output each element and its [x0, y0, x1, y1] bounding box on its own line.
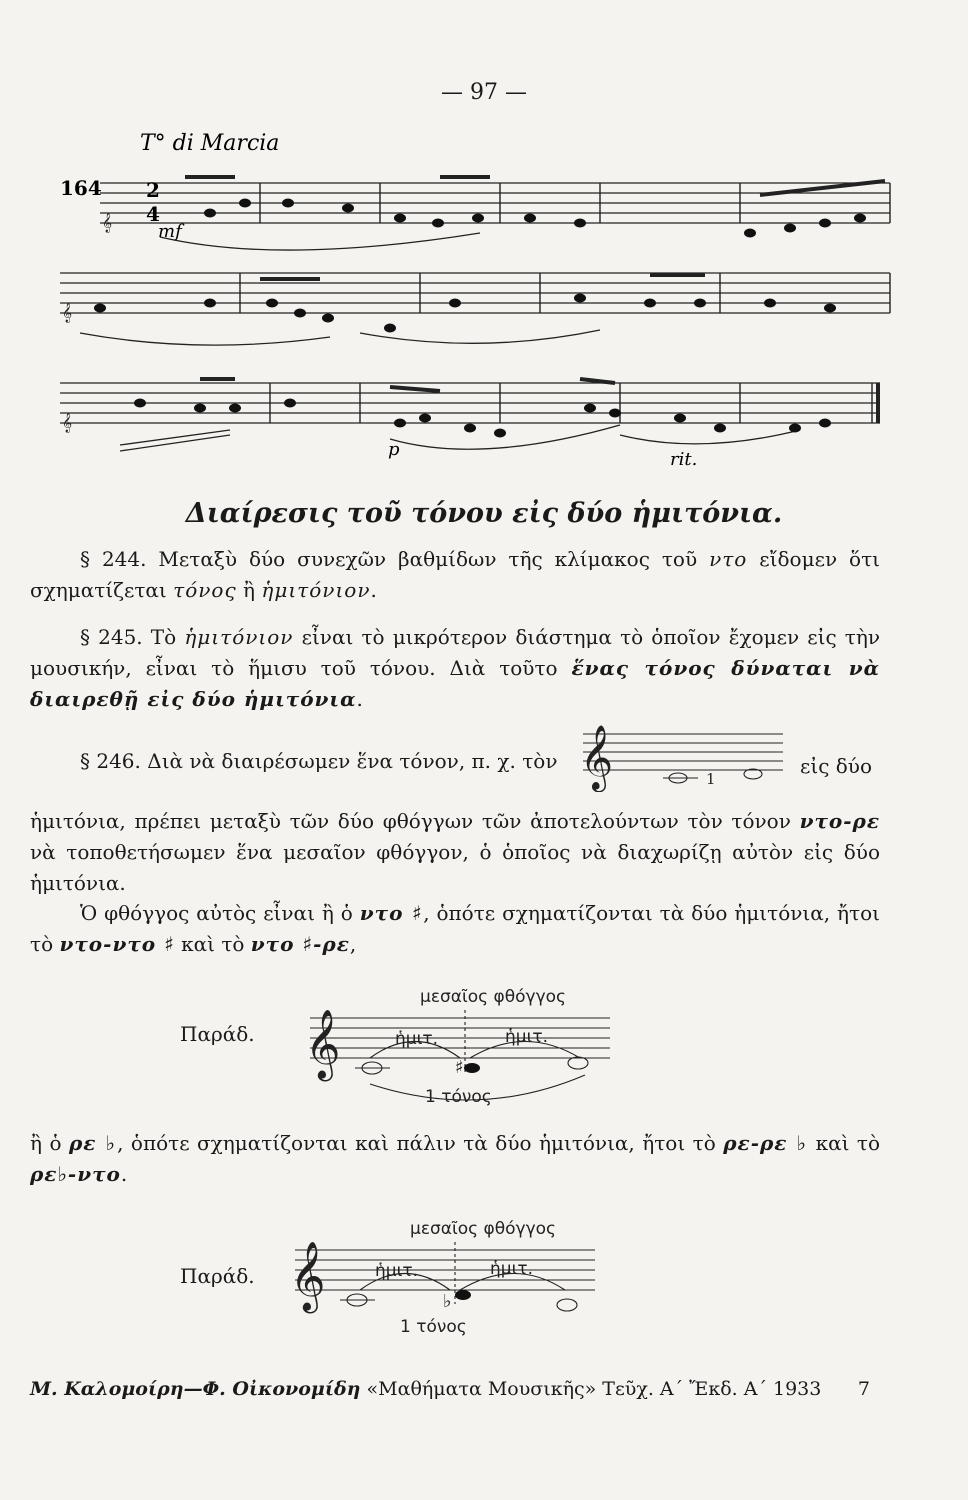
example2-imit-left: ἡμιτ. — [375, 1261, 418, 1281]
treble-clef-icon: 𝄞 — [580, 725, 614, 790]
footer-sheet: 7 — [857, 1378, 870, 1400]
svg-text:♯: ♯ — [455, 1057, 464, 1078]
music-example-164 — [60, 125, 900, 485]
staff-3 — [60, 383, 880, 423]
example1-tonos: 1 τόνος — [425, 1087, 492, 1107]
paragraph-fthongos: Ὁ φθόγγος αὐτὸς εἶναι ἢ ὁ ντο ♯, ὁπότε σχηματίζονται τὰ δύο ἡμιτόνια, ἤτοι τὸ ντο-ντο ♯ καὶ τὸ ντο ♯-ρε, — [30, 901, 880, 956]
treble-clef-icon: 𝄞 — [305, 1009, 341, 1079]
treble-clef-icon: 𝄞 — [290, 1241, 326, 1311]
dynamic-p: p — [388, 439, 400, 460]
svg-text:♭: ♭ — [443, 1291, 452, 1312]
example2-imit-right: ἡμιτ. — [490, 1259, 533, 1279]
staff-2 — [60, 273, 890, 313]
time-signature-top: 2 — [146, 178, 160, 202]
tempo-marking: T° di Marcia — [140, 131, 280, 156]
example2-staff — [285, 1212, 605, 1342]
section-heading: Διαίρεσις τοῦ τόνου εἰς δύο ἡμιτόνια. — [185, 498, 783, 529]
example1-staff — [300, 980, 620, 1110]
paragraph-244: § 244. Μεταξὺ δύο συνεχῶν βαθμίδων τῆς κλίμακος τοῦ ντο εἴδομεν ὅτι σχηματίζεται τόνος ἢ ἡμιτόνιον. — [30, 547, 880, 602]
example1-imit-right: ἡμιτ. — [505, 1027, 548, 1047]
svg-text:1: 1 — [706, 770, 716, 788]
example-number: 164 — [60, 176, 102, 200]
paragraph-246-body: ἡμιτόνια, πρέπει μεταξὺ τῶν δύο φθόγγων τῶν ἀποτελούντων τὸν τόνον ντο-ρε νὰ τοποθετήσωμεν ἕνα μεσαῖον φθόγγον, ὁ ὁποῖος νὰ διαχωρίζῃ αὐτὸν εἰς δύο ἡμιτόνια. — [30, 809, 880, 895]
paragraph-re-flat: ἢ ὁ ρε ♭, ὁπότε σχηματίζονται καὶ πάλιν τὰ δύο ἡμιτόνια, ἤτοι τὸ ρε-ρε ♭ καὶ τὸ ρε♭-ντο. — [30, 1131, 881, 1186]
example1-imit-left: ἡμιτ. — [395, 1029, 438, 1049]
example2-mesaios: μεσαῖος φθόγγος — [410, 1219, 557, 1239]
example1-label: Παράδ. — [180, 1022, 255, 1046]
treble-clef-icon: 𝄞 — [62, 413, 73, 433]
footer-author: Μ. Καλομοίρη—Φ. Οἰκονομίδη — [30, 1378, 361, 1400]
treble-clef-icon: 𝄞 — [102, 213, 113, 233]
paragraph-246-tail: εἰς δύο — [800, 754, 873, 778]
paragraph-246-line1: § 246. Διὰ νὰ διαιρέσωμεν ἕνα τόνον, π. χ. τὸν — [80, 749, 558, 773]
paragraph-245: § 245. Τὸ ἡμιτόνιον εἶναι τὸ μικρότερον διάστημα τὸ ὁποῖον ἔχομεν εἰς τὴν μουσικήν, εἶναι τὸ ἥμισυ τοῦ τόνου. Διὰ τοῦτο ἕνας τόνος δύναται νὰ διαιρεθῇ εἰς δύο ἡμιτόνια. — [30, 625, 881, 711]
page-number: — 97 — — [441, 80, 527, 105]
page-footer — [30, 1378, 870, 1400]
rit-marking: rit. — [670, 449, 698, 470]
time-signature-bottom: 4 — [146, 202, 160, 226]
inline-staff-example — [578, 712, 788, 792]
footer-title: «Μαθήματα Μουσικῆς» Τεῦχ. Α΄ Ἔκδ. Α΄ 1933 — [366, 1378, 822, 1400]
treble-clef-icon: 𝄞 — [62, 303, 73, 323]
example2-tonos: 1 τόνος — [400, 1317, 467, 1337]
example1-mesaios: μεσαῖος φθόγγος — [420, 987, 567, 1007]
staff-1 — [100, 183, 890, 223]
dynamic-mf: mf — [158, 221, 182, 242]
example2-label: Παράδ. — [180, 1264, 255, 1288]
